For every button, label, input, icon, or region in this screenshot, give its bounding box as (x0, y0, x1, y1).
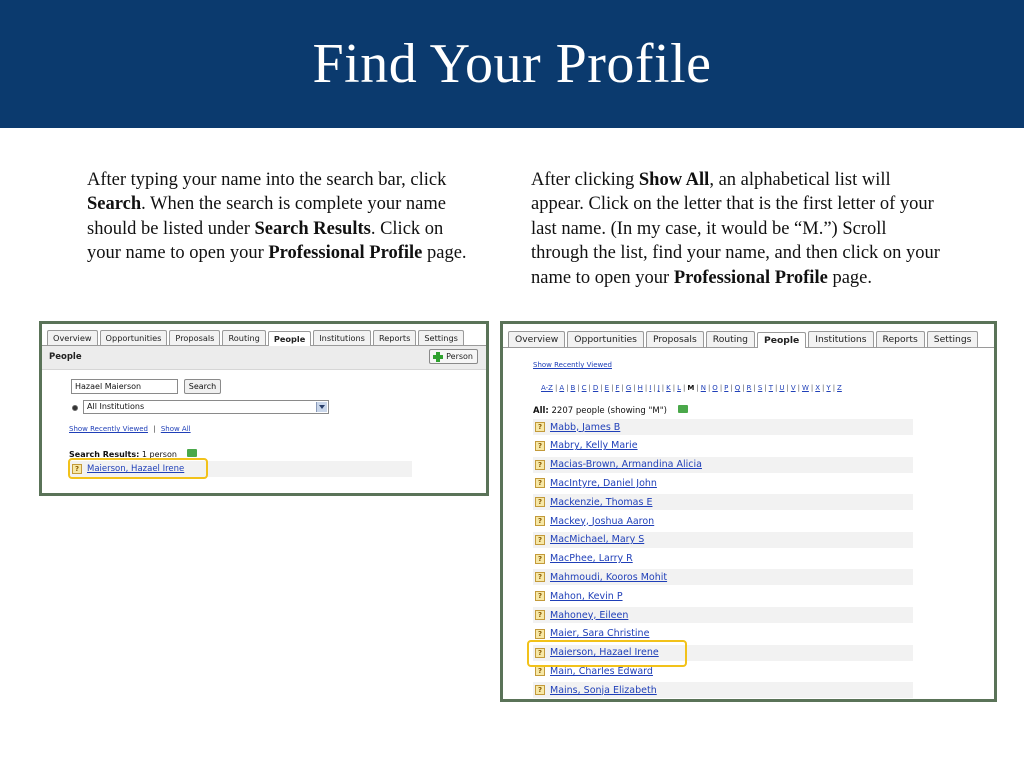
person-name-link[interactable]: MacMichael, Mary S (550, 534, 645, 546)
person-name-link[interactable]: Maierson, Hazael Irene (550, 647, 659, 659)
az-separator: | (822, 384, 825, 392)
person-name-link[interactable]: Mabry, Kelly Marie (550, 440, 638, 452)
tab-people[interactable]: People (268, 331, 311, 346)
profile-icon: ? (535, 591, 545, 601)
az-letter-s[interactable]: S (757, 384, 763, 392)
list-item (533, 419, 913, 435)
az-letter-y[interactable]: Y (826, 384, 831, 392)
right-text-2: , an alphabetical list will appear. Click on the letter that is the first letter of your last name. (In my case, it would be “M.”) Scroll through the list, find your name, and then click on your name to open your (531, 170, 940, 288)
person-name-link[interactable]: Macias-Brown, Armandina Alicia (550, 459, 702, 471)
right-text-1: After clicking (531, 170, 639, 190)
add-person-button[interactable] (429, 349, 478, 364)
search-input[interactable] (71, 379, 178, 394)
people-section-bar (42, 346, 486, 370)
chevron-down-icon[interactable] (316, 402, 327, 412)
left-bold-professional-profile: Professional Profile (268, 243, 423, 264)
az-separator: | (774, 384, 778, 392)
az-letter-w[interactable]: W (801, 384, 809, 392)
search-screenshot (39, 321, 489, 496)
tab-institutions[interactable]: Institutions (808, 331, 873, 347)
right-bold-professional-profile: Professional Profile (673, 267, 828, 288)
show-all-link[interactable]: Show All (160, 425, 191, 433)
profile-icon: ? (535, 535, 545, 545)
person-name-link[interactable]: Mahon, Kevin P (550, 590, 623, 602)
list-screenshot (500, 321, 997, 702)
left-text-2: . When the search is complete your name should be listed under (87, 194, 446, 239)
search-results-label: Search Results: (69, 450, 140, 459)
tab-opportunities[interactable]: Opportunities (567, 331, 644, 347)
right-bold-show-all: Show All (638, 170, 710, 190)
left-instructions (87, 168, 479, 266)
az-letter-o[interactable]: O (712, 384, 718, 392)
az-separator: | (566, 384, 569, 392)
az-separator: | (832, 384, 836, 392)
az-letter-v[interactable]: V (790, 384, 796, 392)
profile-icon: ? (535, 629, 545, 639)
person-name-link[interactable]: Mackey, Joshua Aaron (550, 515, 655, 527)
az-separator: | (719, 384, 723, 392)
list-item (533, 532, 913, 548)
left-bold-search: Search (87, 194, 142, 215)
az-separator: | (633, 384, 636, 392)
add-person-label: Person (446, 352, 473, 361)
profile-icon: ? (535, 478, 545, 488)
az-separator: | (810, 384, 814, 392)
az-separator: | (730, 384, 733, 392)
az-separator: | (588, 384, 591, 392)
tab-bar (503, 331, 994, 348)
person-name-link[interactable]: Mains, Sonja Elizabeth (550, 684, 657, 696)
section-title: People (49, 352, 82, 362)
tab-institutions[interactable]: Institutions (313, 330, 371, 345)
person-name-link[interactable]: Main, Charles Edward (550, 665, 653, 677)
tab-people[interactable]: People (757, 332, 806, 348)
tab-proposals[interactable]: Proposals (169, 330, 220, 345)
scope-radio[interactable] (72, 405, 78, 411)
list-item (533, 682, 913, 698)
az-letter-g[interactable]: G (625, 384, 632, 392)
profile-icon: ? (535, 666, 545, 676)
person-name-link[interactable]: Mahmoudi, Kooros Mohit (550, 571, 668, 583)
az-letter-c[interactable]: C (581, 384, 587, 392)
result-highlight (68, 458, 208, 479)
az-separator: | (696, 384, 699, 392)
export-icon[interactable] (678, 405, 688, 413)
all-count: 2207 people (showing "M") (551, 406, 667, 416)
all-people-heading (533, 406, 688, 416)
tab-reports[interactable]: Reports (373, 330, 416, 345)
tab-overview[interactable]: Overview (47, 330, 98, 345)
az-letter-u[interactable]: U (779, 384, 785, 392)
az-separator: | (600, 384, 603, 392)
az-separator: | (644, 384, 648, 392)
az-letter-e[interactable]: E (604, 384, 610, 392)
az-letter-x[interactable]: X (815, 384, 821, 392)
show-recently-viewed-link[interactable]: Show Recently Viewed (533, 361, 612, 369)
profile-icon: ? (535, 497, 545, 507)
profile-icon: ? (72, 464, 82, 474)
az-separator: | (786, 384, 789, 392)
az-letter-b[interactable]: B (570, 384, 576, 392)
az-letter-z[interactable]: Z (837, 384, 842, 392)
az-separator: | (672, 384, 676, 392)
view-links (69, 425, 191, 433)
az-letter-k[interactable]: K (666, 384, 671, 392)
list-item (533, 457, 913, 473)
az-letter-n[interactable]: N (700, 384, 706, 392)
az-letter-t[interactable]: T (768, 384, 773, 392)
az-letter-m: M (687, 384, 695, 392)
az-separator: | (577, 384, 580, 392)
profile-icon: ? (535, 554, 545, 564)
all-label: All: (533, 406, 549, 416)
az-separator: | (764, 384, 767, 392)
show-recently-viewed-link[interactable]: Show Recently Viewed (69, 425, 148, 433)
az-letter-d[interactable]: D (592, 384, 599, 392)
list-item (533, 569, 913, 585)
tab-proposals[interactable]: Proposals (646, 331, 704, 347)
search-results-count: 1 person (141, 450, 177, 459)
left-text-3: . Click on your name to open your (87, 218, 444, 264)
profile-icon: ? (535, 685, 545, 695)
institution-select-value: All Institutions (87, 402, 145, 411)
az-separator: | (742, 384, 745, 392)
left-text-4: page. (422, 243, 467, 264)
az-separator: | (661, 384, 665, 392)
az-letter-q[interactable]: Q (734, 384, 741, 392)
tab-settings[interactable]: Settings (418, 330, 464, 345)
tab-routing[interactable]: Routing (222, 330, 265, 345)
list-item (533, 588, 913, 604)
profile-icon: ? (535, 610, 545, 620)
az-letter-f[interactable]: F (615, 384, 620, 392)
person-name-link[interactable]: Mackenzie, Thomas E (550, 496, 653, 508)
az-separator: | (753, 384, 756, 392)
person-name-link[interactable]: Mabb, James B (550, 421, 621, 433)
left-bold-search-results: Search Results (254, 218, 371, 239)
slide-title: Find Your Profile (312, 33, 712, 95)
title-banner (0, 0, 1024, 128)
tab-overview[interactable]: Overview (508, 331, 565, 347)
profile-icon: ? (535, 516, 545, 526)
result-name-link[interactable]: Maierson, Hazael Irene (87, 464, 185, 474)
link-separator: | (153, 425, 156, 433)
tab-opportunities[interactable]: Opportunities (100, 330, 168, 345)
az-separator: | (797, 384, 800, 392)
az-separator: | (554, 384, 558, 392)
left-text-1: After typing your name into the search bar, click (87, 170, 447, 190)
list-item (533, 438, 913, 454)
right-instructions (531, 168, 946, 290)
export-icon[interactable] (187, 449, 197, 457)
list-item (533, 494, 913, 510)
tab-bar (42, 330, 486, 346)
plus-icon (433, 352, 443, 362)
list-item (533, 607, 913, 623)
az-separator: | (707, 384, 711, 392)
profile-icon: ? (535, 441, 545, 451)
institution-select[interactable] (83, 400, 329, 414)
tab-routing[interactable]: Routing (706, 331, 755, 347)
person-name-link[interactable]: Maier, Sara Christine (550, 628, 650, 640)
profile-icon: ? (535, 648, 545, 658)
name-highlight (527, 640, 687, 667)
az-letter-p[interactable]: P (724, 384, 729, 392)
list-item (533, 551, 913, 567)
tab-settings[interactable]: Settings (927, 331, 979, 347)
list-item (533, 475, 913, 491)
az-separator: | (621, 384, 624, 392)
person-name-link[interactable]: MacIntyre, Daniel John (550, 477, 657, 489)
az-separator: | (683, 384, 686, 392)
search-button[interactable]: Search (184, 379, 221, 394)
list-item (533, 513, 913, 529)
alphabet-index (541, 384, 842, 392)
right-text-3: page. (827, 267, 872, 288)
az-letter-a-z[interactable]: A-Z (541, 384, 553, 392)
az-letter-h[interactable]: H (637, 384, 643, 392)
tab-reports[interactable]: Reports (876, 331, 925, 347)
profile-icon: ? (535, 572, 545, 582)
az-separator: | (653, 384, 656, 392)
profile-icon: ? (535, 422, 545, 432)
az-letter-r[interactable]: R (746, 384, 752, 392)
profile-icon: ? (535, 460, 545, 470)
person-name-link[interactable]: MacPhee, Larry R (550, 553, 633, 565)
az-letter-i[interactable]: I (649, 384, 652, 392)
az-letter-l[interactable]: L (677, 384, 681, 392)
person-name-link[interactable]: Mahoney, Eileen (550, 609, 629, 621)
az-separator: | (611, 384, 614, 392)
az-letter-j[interactable]: J (657, 384, 660, 392)
az-letter-a[interactable]: A (559, 384, 565, 392)
